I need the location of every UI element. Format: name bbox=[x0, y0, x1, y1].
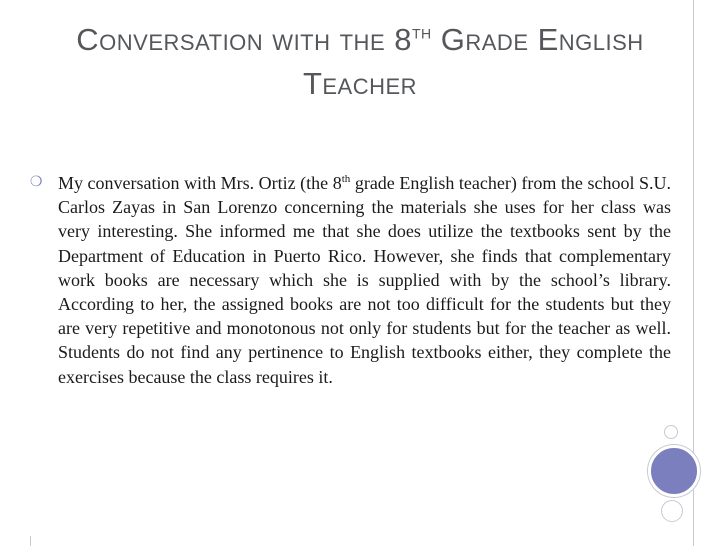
bullet-text-part-1: My conversation with Mrs. Ortiz (the 8 bbox=[58, 173, 342, 193]
decorative-circle-small bbox=[664, 425, 678, 439]
bullet-text bbox=[58, 171, 671, 389]
title-part-2: Grade English Teacher bbox=[302, 22, 644, 101]
slide-title bbox=[30, 18, 690, 106]
bullet-text-part-2: grade English teacher) from the school S.U. Carlos Zayas in San Lorenzo concerning the materials she uses for her class was very interesting. She informed me that she does utilize the textbooks sent by the Department of Education in Puerto Rico. However, she finds that complementary work books are necessary which she is supplied with by the school’s library. According to her, the assigned books are not too difficult for the students but they are very repetitive and monotonous not only for students but for the teacher as well. Students do not find any pertinence to English textbooks either, they complete the exercises because the class requires it. bbox=[58, 173, 671, 387]
decorative-circle-medium bbox=[661, 500, 683, 522]
title-superscript: th bbox=[411, 21, 432, 44]
bullet-icon: ❍ bbox=[30, 174, 43, 190]
bullet-superscript: th bbox=[341, 173, 351, 185]
decorative-circle-large bbox=[648, 445, 700, 497]
frame-line-left bbox=[30, 536, 31, 546]
title-part-1: Conversation with the 8 bbox=[76, 22, 412, 57]
